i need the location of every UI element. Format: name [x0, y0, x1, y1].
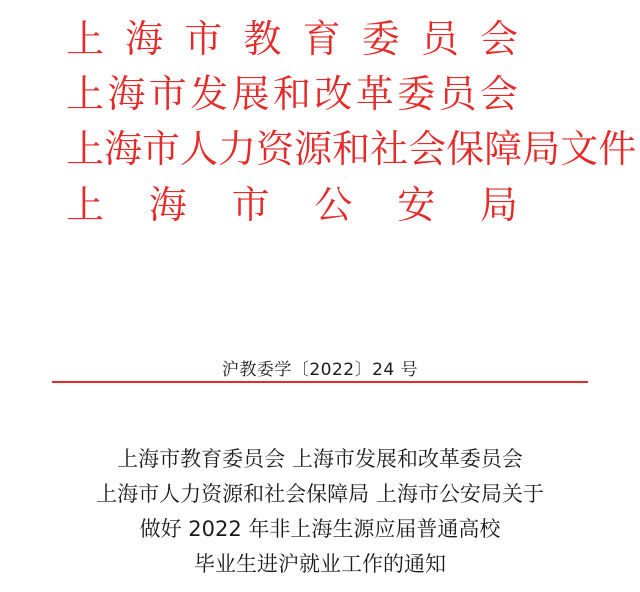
title-line-2: 上海市人力资源和社会保障局 上海市公安局关于	[96, 482, 544, 506]
title-line-1: 上海市教育委员会 上海市发展和改革委员会	[117, 447, 523, 471]
issuer-public-security-bureau: 上 海 市 公 安 局	[66, 183, 518, 227]
issuer-education-commission: 上 海 市 教 育 委 员 会	[66, 17, 518, 61]
document-number: 沪教委学〔2022〕24 号	[221, 360, 419, 380]
red-divider-line	[52, 381, 588, 383]
title-line-3: 做好 2022 年非上海生源应届普通高校	[139, 517, 501, 541]
issuer-development-reform-commission: 上 海 市 发 展 和 改 革 委 员 会	[66, 72, 518, 116]
title-line-4: 毕业生进沪就业工作的通知	[194, 552, 446, 576]
issuer-human-resources-bureau-document: 上 海 市 人 力 资 源 和 社 会 保 障 局 文 件	[66, 127, 637, 171]
document-title	[0, 442, 640, 582]
